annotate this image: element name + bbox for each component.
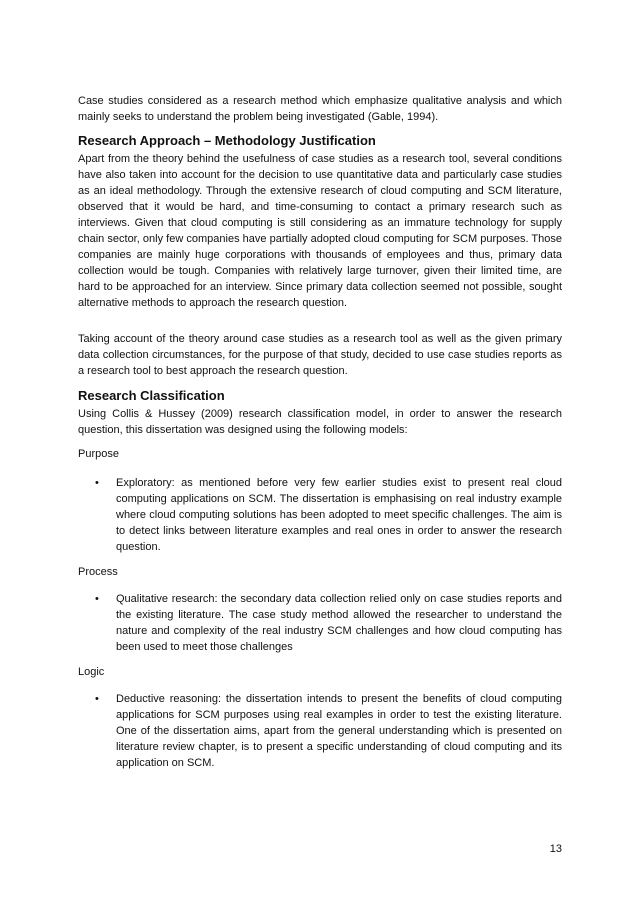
process-item-text: Qualitative research: the secondary data collection relied only on case studies reports and the existing literature. The case study method allowed the researcher to understand the nature and complexity of the real industry SCM challenges and how cloud computing has been used to meet those challenges <box>116 593 562 653</box>
logic-list <box>78 691 562 771</box>
process-label: Process <box>78 566 118 578</box>
bullet-icon: • <box>95 477 99 489</box>
methodology-paragraph: Apart from the theory behind the usefulness of case studies as a research tool, several conditions have also taken into account for the decision to use quantitative data and particularly case studies as an ideal methodology. Through the extensive research of cloud computing and SCM literature, observed that it would be hard, and time-consuming to contact a primary research such as interviews. Given that cloud computing is still considering as an immature technology for supply chain sector, only few companies have partially adopted cloud computing for SCM purposes. Those companies are mainly huge corporations with thousands of employees and thus, primary data collection would be tough. Companies with relatively large turnover, given their limited time, are hard to be approached for an interview. Since primary data collection seemed not possible, sought alternative methods to approach the research question. <box>78 153 562 309</box>
section-heading-methodology: Research Approach – Methodology Justification <box>78 133 376 148</box>
case-study-paragraph: Taking account of the theory around case studies as a research tool as well as the given primary data collection circumstances, for the purpose of that study, decided to use case studies reports as a research tool to best approach the research question. <box>78 333 562 377</box>
bullet-icon: • <box>95 593 99 605</box>
logic-label: Logic <box>78 666 105 678</box>
section-heading-classification: Research Classification <box>78 388 225 403</box>
process-list <box>78 591 562 655</box>
purpose-list <box>78 475 562 555</box>
logic-item-text: Deductive reasoning: the dissertation intends to present the benefits of cloud computing applications for SCM purposes using real examples in order to test the existing literature. One of the dissertation aims, apart from the general understanding which is presented on literature review chapter, is to present a specific understanding of cloud computing and its application on SCM. <box>116 693 562 769</box>
list-item <box>78 591 562 655</box>
purpose-item-text: Exploratory: as mentioned before very few earlier studies exist to present real cloud computing applications on SCM. The dissertation is emphasising on real industry example where cloud computing solutions has been adopted to meet specific challenges. The aim is to detect links between literature examples and real ones in order to answer the research question. <box>116 477 562 553</box>
bullet-icon: • <box>95 693 99 705</box>
list-item <box>78 475 562 555</box>
intro-paragraph: Case studies considered as a research method which emphasize qualitative analysis and which mainly seeks to understand the problem being investigated (Gable, 1994). <box>78 95 562 123</box>
page-number: 13 <box>549 843 562 855</box>
list-item <box>78 691 562 771</box>
classification-paragraph: Using Collis & Hussey (2009) research classification model, in order to answer the research question, this dissertation was designed using the following models: <box>78 408 562 436</box>
purpose-label: Purpose <box>78 448 119 460</box>
